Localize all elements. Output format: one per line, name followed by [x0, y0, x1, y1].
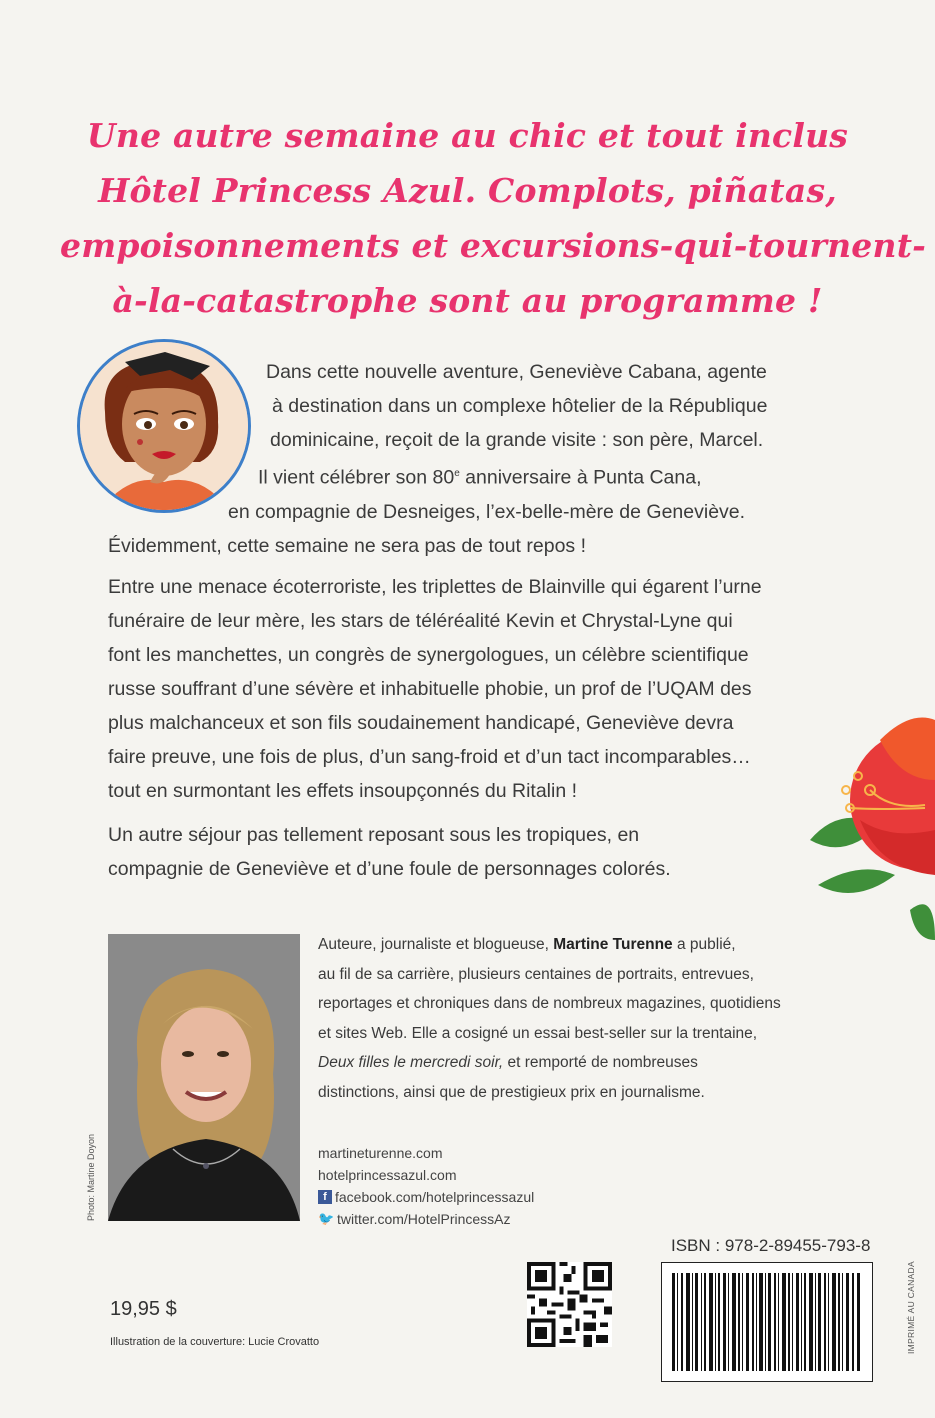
text-line: font les manchettes, un congrès de synergologues, un célèbre scientifique [108, 644, 749, 666]
text-line: Évidemment, cette semaine ne sera pas de tout repos ! [108, 534, 587, 557]
text-line: faire preuve, une fois de plus, d’un sang-froid et d’un tact incomparables… [108, 746, 751, 768]
text-line: Entre une menace écoterroriste, les triplettes de Blainville qui égarent l’urne [108, 576, 762, 598]
text-line: plus malchanceux et son fils soudainement handicapé, Geneviève devra [108, 712, 734, 734]
text-fragment: Il vient célébrer son 80 [258, 466, 455, 489]
link-text: facebook.com/hotelprincessazul [335, 1189, 535, 1205]
facebook-icon: f [318, 1190, 332, 1204]
photo-credit: Photo: Martine Doyon [86, 1133, 96, 1221]
text-line: tout en surmontant les effets insoupçonnés du Ritalin ! [108, 780, 578, 802]
text-line [108, 457, 828, 495]
closing-paragraph [108, 818, 838, 886]
website-link[interactable]: martineturenne.com [318, 1145, 443, 1161]
author-photo [108, 934, 300, 1221]
twitter-icon: 🐦 [318, 1211, 335, 1226]
text-line [318, 930, 858, 960]
headline-line: empoisonnements et excursions-qui-tournent- [60, 226, 927, 265]
text-line: en compagnie de Desneiges, l’ex-belle-mère de Geneviève. [228, 500, 746, 523]
headline-line: à-la-catastrophe sont au programme ! [112, 281, 823, 320]
hibiscus-flower-decoration [800, 700, 935, 950]
book-title: Deux filles le mercredi soir, [318, 1054, 504, 1071]
intro-paragraph [108, 355, 828, 563]
text-line: au fil de sa carrière, plusieurs centaines de portraits, entrevues, [318, 965, 754, 983]
barcode-bars [662, 1263, 872, 1381]
text-line: Un autre séjour pas tellement reposant sous les tropiques, en [108, 824, 640, 846]
text-line: compagnie de Geneviève et d’une foule de personnages colorés. [108, 858, 671, 880]
headline [60, 108, 927, 328]
printed-in-canada: IMPRIMÉ AU CANADA [906, 1261, 916, 1354]
price: 19,95 $ [110, 1298, 177, 1320]
headline-line: Une autre semaine au chic et tout inclus [86, 116, 849, 155]
isbn-number: ISBN : 978-2-89455-793-8 [671, 1236, 871, 1255]
superscript: e [454, 468, 460, 479]
author-links [318, 1142, 638, 1230]
headline-line: Hôtel Princess Azul. Complots, piñatas, [98, 171, 837, 210]
twitter-link[interactable] [318, 1208, 638, 1230]
text-line: reportages et chroniques dans de nombreux magazines, quotidiens [318, 995, 781, 1012]
middle-paragraph [108, 570, 838, 808]
text-fragment: Auteure, journaliste et blogueuse, [318, 936, 554, 953]
author-portrait [108, 934, 300, 1221]
link-text: twitter.com/HotelPrincessAz [337, 1211, 511, 1227]
text-line: à destination dans un complexe hôtelier de la République [272, 395, 768, 417]
text-line: distinctions, ainsi que de prestigieux prix en journalisme. [318, 1083, 705, 1101]
illustration-credit: Illustration de la couverture: Lucie Crovatto [110, 1336, 320, 1348]
text-line: dominicaine, reçoit de la grande visite : son père, Marcel. [270, 429, 764, 451]
website-link[interactable]: hotelprincessazul.com [318, 1167, 457, 1183]
author-name: Martine Turenne [553, 936, 673, 953]
text-line [318, 1048, 858, 1078]
text-fragment: anniversaire à Punta Cana, [459, 466, 702, 489]
text-fragment: et remporté de nombreuses [503, 1054, 698, 1071]
text-line: et sites Web. Elle a cosigné un essai best-seller sur la trentaine, [318, 1024, 758, 1042]
text-line: funéraire de leur mère, les stars de téléréalité Kevin et Chrystal-Lyne qui [108, 610, 733, 632]
facebook-link[interactable] [318, 1186, 638, 1208]
qr-code [527, 1262, 612, 1347]
text-line: Dans cette nouvelle aventure, Geneviève Cabana, agente [266, 361, 767, 383]
author-bio [318, 930, 858, 1107]
text-line: russe souffrant d’une sévère et inhabituelle phobie, un prof de l’UQAM des [108, 678, 752, 700]
barcode [661, 1262, 873, 1382]
text-fragment: a publié, [672, 936, 736, 953]
